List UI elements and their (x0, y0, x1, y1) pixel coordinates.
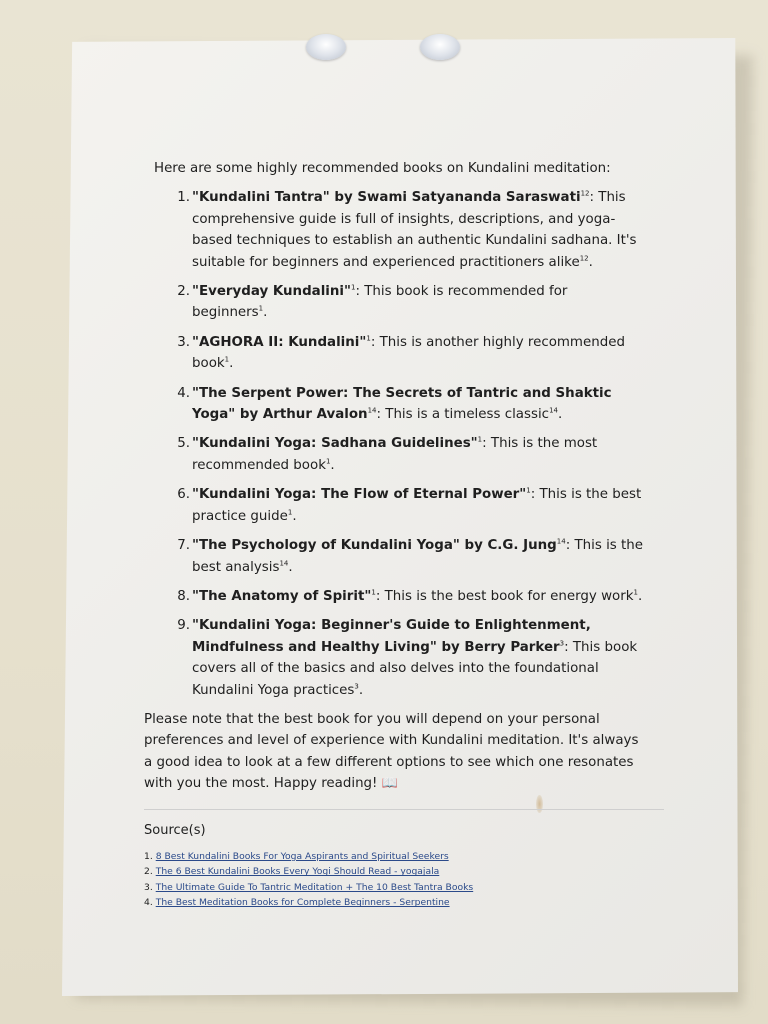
citation: 1 (224, 355, 230, 364)
book-item (144, 433, 644, 476)
closing-text: Please note that the best book for you will depend on your personal preferences and level of experience with Kundalini meditation. It's always a good idea to look at a few different options to see which one resonates with you the most. Happy reading! (144, 711, 639, 792)
citation: 1 (258, 304, 264, 313)
citation: 1 (350, 283, 356, 292)
citation: 1 (366, 334, 371, 343)
book-number: 9. (177, 618, 190, 634)
pin-icon (306, 34, 346, 60)
citation: 3 (559, 639, 565, 648)
punctuation: . (288, 559, 293, 575)
punctuation: . (588, 254, 593, 270)
punctuation: . (229, 356, 234, 372)
book-icon: 📖 (381, 776, 398, 792)
intro-text: Here are some highly recommended books on Kundalini meditation: (154, 161, 611, 176)
pin-icon (420, 34, 460, 60)
source-list (144, 849, 644, 911)
closing-paragraph (144, 709, 644, 795)
book-number: 5. (177, 436, 190, 452)
document-content (144, 158, 644, 911)
book-number: 8. (177, 588, 190, 604)
source-item (144, 895, 644, 911)
book-list (144, 187, 644, 701)
citation: 14 (367, 406, 377, 415)
punctuation: . (263, 305, 268, 321)
citation: 1 (633, 588, 638, 597)
citation: 1 (526, 486, 531, 495)
citation: 1 (325, 457, 331, 466)
book-title: "The Psychology of Kundalini Yoga" by C.G. Jung (192, 538, 557, 554)
book-title: "The Anatomy of Spirit" (192, 588, 372, 604)
citation: 3 (354, 682, 359, 691)
book-description: : This is a timeless classic (376, 407, 550, 423)
citation: 12 (580, 189, 590, 198)
source-link[interactable]: The Best Meditation Books for Complete Beginners - Serpentine (155, 897, 450, 909)
citation: 14 (549, 406, 558, 415)
book-description: : This book is recommended for beginners (192, 284, 568, 321)
book-description: : This is the best practice guide (192, 487, 642, 524)
book-title: "Kundalini Yoga: Beginner's Guide to Enlightenment, Mindfulness and Healthy Living" by Berry Parker (192, 618, 591, 655)
book-title: "Kundalini Tantra" by Swami Satyananda Saraswati (192, 190, 581, 206)
book-description: : This is the best analysis (192, 538, 644, 575)
book-number: 3. (177, 334, 190, 350)
source-item (144, 849, 644, 865)
citation: 14 (279, 559, 289, 568)
sources-title: Source(s) (144, 822, 206, 838)
book-item (144, 586, 644, 607)
book-number: 1. (177, 190, 190, 206)
book-item (144, 535, 644, 578)
book-item (144, 332, 644, 375)
punctuation: . (358, 682, 364, 698)
source-number: 4. (144, 897, 153, 909)
punctuation: . (637, 588, 643, 604)
citation: 14 (556, 537, 566, 546)
book-number: 4. (177, 385, 190, 401)
source-item (144, 864, 644, 880)
book-description: : This comprehensive guide is full of insights, descriptions, and yoga-based techniques to establish an authentic Kundalini sadhana. It's suitable for beginners and experienced practitioners alike (192, 190, 637, 270)
book-title: "Kundalini Yoga: The Flow of Eternal Power" (192, 487, 527, 503)
punctuation: . (330, 457, 335, 473)
source-number: 3. (144, 881, 153, 893)
source-item (144, 880, 644, 896)
book-title: "The Serpent Power: The Secrets of Tantric and Shaktic Yoga" by Arthur Avalon (192, 385, 612, 423)
book-description: : This is the best book for energy work (375, 588, 634, 604)
book-item (144, 484, 644, 527)
book-description: : This is the most recommended book (192, 436, 598, 473)
book-item (144, 615, 644, 701)
citation: 1 (287, 508, 293, 517)
book-title: "AGHORA II: Kundalini" (192, 334, 367, 350)
book-number: 7. (177, 538, 190, 554)
book-number: 6. (177, 487, 190, 503)
source-number: 2. (144, 866, 153, 878)
book-item (144, 187, 644, 273)
citation: 1 (477, 436, 483, 444)
book-number: 2. (177, 284, 190, 300)
book-description: : This is another highly recommended book (192, 334, 625, 372)
punctuation: . (557, 407, 563, 423)
book-item (144, 383, 644, 426)
book-item (144, 281, 644, 324)
book-title: "Kundalini Yoga: Sadhana Guidelines" (192, 436, 478, 452)
citation: 1 (371, 588, 376, 597)
book-description: : This book covers all of the basics and also delves into the foundational Kundalini Yoga practices (192, 639, 638, 698)
source-link[interactable]: 8 Best Kundalini Books For Yoga Aspirants and Spiritual Seekers (155, 850, 449, 862)
divider (144, 809, 664, 810)
source-link[interactable]: The Ultimate Guide To Tantric Meditation + The 10 Best Tantra Books (155, 881, 474, 893)
punctuation: . (292, 508, 297, 524)
source-number: 1. (144, 850, 153, 862)
citation: 12 (579, 254, 589, 263)
book-title: "Everyday Kundalini" (192, 284, 351, 300)
source-link[interactable]: The 6 Best Kundalini Books Every Yogi Should Read - yogajala (155, 866, 440, 878)
